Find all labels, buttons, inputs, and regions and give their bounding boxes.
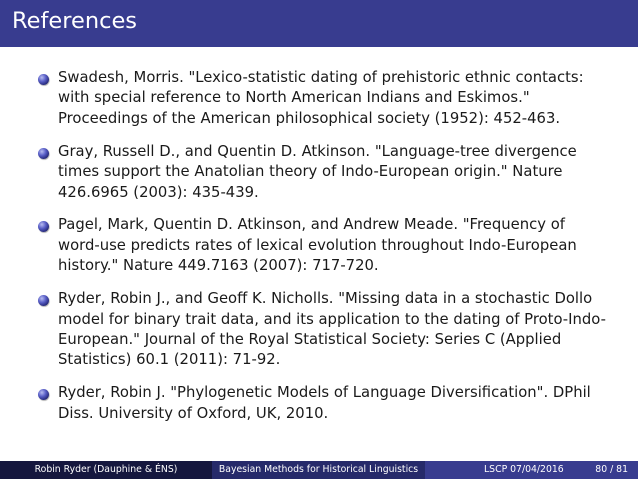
- reference-item: [38, 68, 608, 129]
- reference-item: [38, 215, 608, 276]
- reference-item: [38, 383, 608, 424]
- reference-text: Pagel, Mark, Quentin D. Atkinson, and Andrew Meade. "Frequency of word-use predicts rates of lexical evolution throughout Indo-European history." Nature 449.7163 (2007): 717-720.: [58, 216, 577, 275]
- footer-talk-title: Bayesian Methods for Historical Linguistics: [212, 461, 425, 479]
- bullet-icon: [38, 221, 49, 232]
- bullet-icon: [38, 389, 49, 400]
- reference-item: [38, 289, 608, 371]
- bullet-icon: [38, 74, 49, 85]
- reference-text: Ryder, Robin J., and Geoff K. Nicholls. "Missing data in a stochastic Dollo model for binary trait data, and its application to the dating of Proto-Indo-European." Journal of the Royal Statistical Society: Series C (Applied Statistics) 60.1 (2011): 71-92.: [58, 290, 606, 369]
- reference-text: Swadesh, Morris. "Lexico-statistic dating of prehistoric ethnic contacts: with special reference to North American Indians and Eskimos." Proceedings of the American philosophical society (1952): 452-463.: [58, 69, 584, 127]
- slide-title: References: [12, 8, 138, 34]
- reference-list: [38, 68, 608, 437]
- reference-item: [38, 142, 608, 203]
- reference-text: Gray, Russell D., and Quentin D. Atkinson. "Language-tree divergence times support the Anatolian theory of Indo-European origin." Nature 426.6965 (2003): 435-439.: [58, 142, 577, 201]
- bullet-icon: [38, 148, 49, 159]
- page-number: 80 / 81: [595, 464, 628, 475]
- footer-right: [425, 461, 638, 479]
- footer: [0, 461, 638, 479]
- title-bar: [0, 0, 638, 47]
- footer-date: LSCP 07/04/2016: [484, 464, 564, 475]
- bullet-icon: [38, 295, 49, 306]
- reference-text: Ryder, Robin J. "Phylogenetic Models of Language Diversification". DPhil Diss. University of Oxford, UK, 2010.: [58, 384, 591, 422]
- footer-author: Robin Ryder (Dauphine & ÉNS): [0, 461, 212, 479]
